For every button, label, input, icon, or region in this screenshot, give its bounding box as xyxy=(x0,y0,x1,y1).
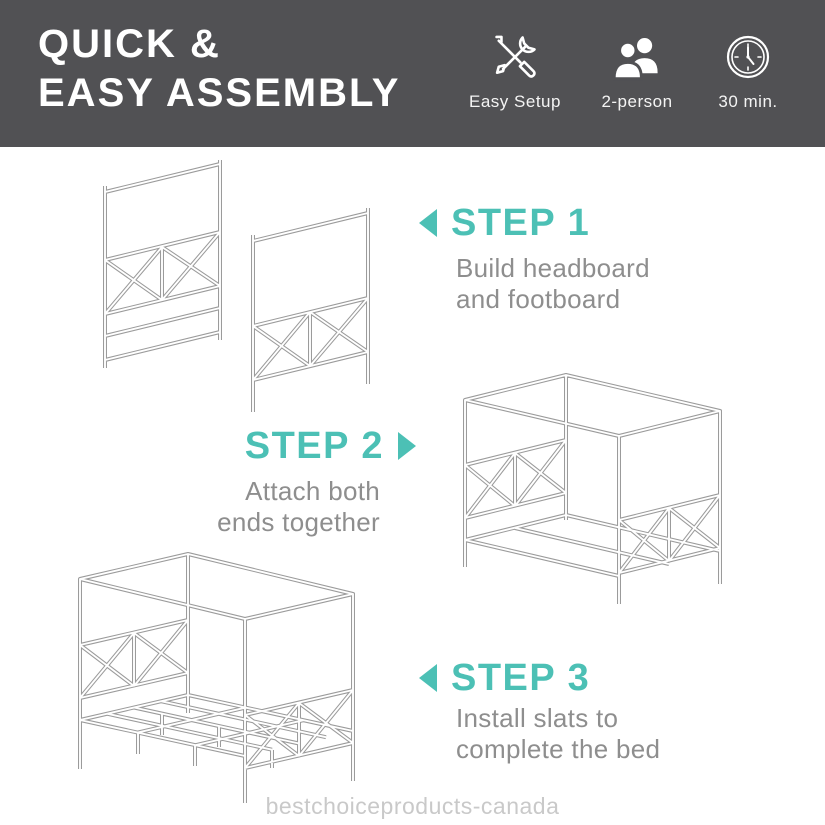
complete-bed-illustration xyxy=(58,545,368,815)
step-2-description: Attach both ends together xyxy=(217,476,380,537)
assembled-frame-illustration xyxy=(448,362,733,612)
feature-two-person xyxy=(577,30,697,112)
two-person-icon xyxy=(577,30,697,84)
feature-easy-setup xyxy=(455,30,575,112)
step-2-arrow-icon xyxy=(398,432,416,460)
feature-time xyxy=(688,30,808,112)
step-3-heading xyxy=(419,658,590,698)
clock-icon xyxy=(688,30,808,84)
feature-label: 2-person xyxy=(601,92,673,111)
step-1-label: STEP 1 xyxy=(451,202,591,244)
header-banner xyxy=(0,0,825,147)
step-1-arrow-icon xyxy=(419,209,437,237)
feature-label: 30 min. xyxy=(718,92,778,111)
title-line-1: QUICK & xyxy=(38,22,221,66)
step-3-arrow-icon xyxy=(419,664,437,692)
step-1-description: Build headboard and footboard xyxy=(456,253,650,314)
page-title xyxy=(38,20,400,118)
tools-icon xyxy=(455,30,575,84)
feature-label: Easy Setup xyxy=(469,92,561,111)
step-2-label: STEP 2 xyxy=(244,425,384,467)
watermark-text: bestchoiceproducts-canada xyxy=(265,793,560,819)
step-3-label: STEP 3 xyxy=(451,657,591,699)
headboard-footboard-illustration xyxy=(85,150,395,422)
title-line-2: EASY ASSEMBLY xyxy=(38,71,401,115)
step-3-description: Install slats to complete the bed xyxy=(456,703,661,764)
step-1-heading xyxy=(419,203,590,243)
step-2-heading xyxy=(245,426,416,466)
